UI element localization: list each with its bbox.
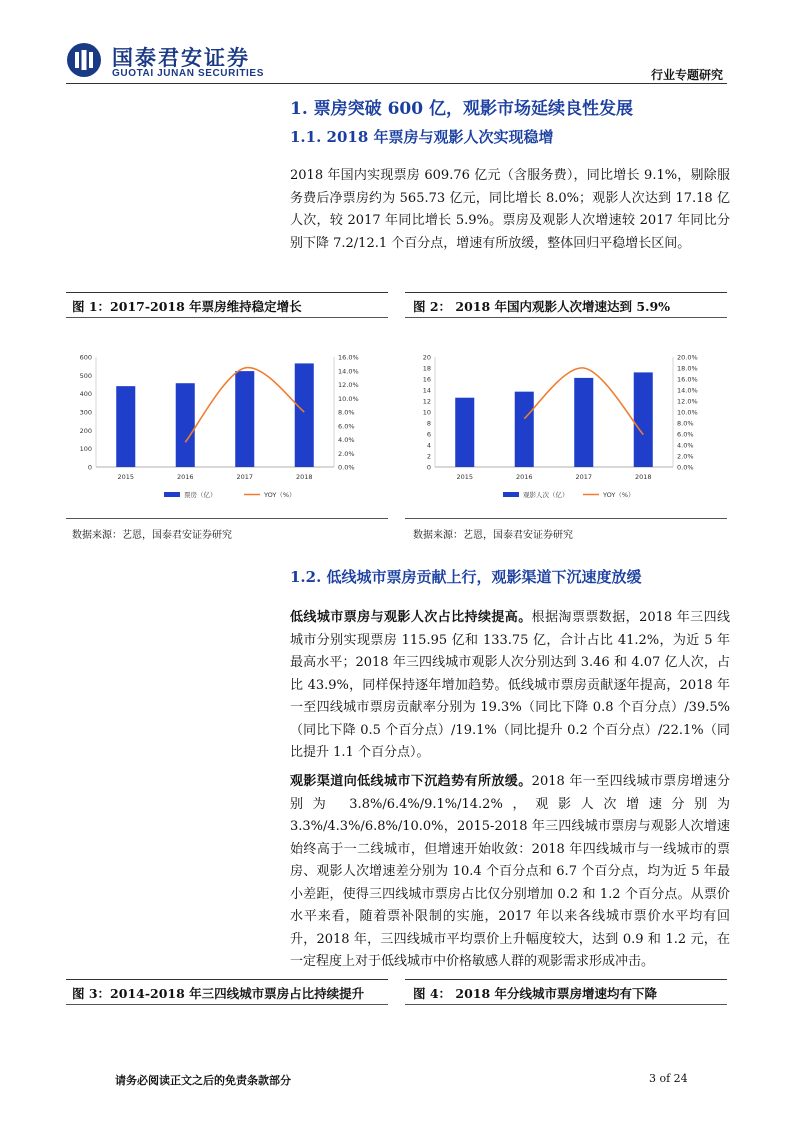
figure-rule (66, 317, 388, 318)
x-tick-label: 2016 (176, 473, 194, 481)
y-left-tick-label: 6 (426, 430, 431, 439)
figure-1-source: 数据来源：艺恩，国泰君安证券研究 (72, 530, 232, 541)
paragraph (290, 607, 730, 765)
paragraph-body: 根据淘票票数据，2018 年三四线城市分别实现票房 115.95 亿和 133.75 亿，合计占比 41.2%，为近 5 年最高水平；2018 年三四线城市观影人次分别达到 3.46 和 4.07 亿人次，占比 43.9%，同样保持逐年增加趋势。低线城市票房贡献逐年提高，2018 年一至四线城市票房贡献率分别为 19.3%（同比下降 0.8 个百分点）/39.5%（同比下降 0.5 个百分点）/19.1%（同比提升 0.2 个百分点）/22.1%（同比提升 1.1 个百分点）。 (290, 610, 730, 760)
y-left-tick-label: 2 (426, 452, 431, 461)
figure-rule (405, 317, 727, 318)
y-right-tick-label: 8.0% (677, 419, 694, 428)
report-type: 行业专题研究 (650, 68, 723, 82)
paragraph-lead: 观影渠道向低线城市下沉趋势有所放缓。 (290, 774, 532, 789)
subsection-title: 1.2. 低线城市票房贡献上行，观影渠道下沉速度放缓 (290, 568, 642, 586)
bar (455, 398, 474, 467)
logo-text-en: GUOTAI JUNAN SECURITIES (112, 68, 264, 79)
paragraph: 2018 年国内实现票房 609.76 亿元（含服务费），同比增长 9.1%，剔除服务费后净票房约为 565.73 亿元，同比增长 8.0%；观影人次达到 17.18 亿人次，较 2017 年同比增长 5.9%。票房及观影人次增速较 2017 年同比分别下降 7.2/12.1 个百分点，增速有所放缓，整体回归平稳增长区间。 (290, 168, 730, 251)
figure-2-title: 图 2： 2018 年国内观影人次增速达到 5.9% (413, 299, 671, 314)
y-right-tick-label: 12.0% (338, 381, 359, 389)
y-left-tick-label: 16 (422, 375, 431, 384)
figure-rule (66, 518, 388, 519)
y-right-tick-label: 4.0% (338, 436, 355, 444)
paragraph (290, 771, 730, 974)
figure-1-title: 图 1：2017-2018 年票房维持稳定增长 (72, 299, 302, 314)
figure-rule (66, 1004, 388, 1005)
y-left-tick-label: 200 (79, 426, 92, 435)
y-left-tick-label: 18 (422, 364, 431, 373)
chart-box-office (66, 345, 388, 510)
y-left-tick-label: 400 (79, 390, 92, 399)
figure-3-title: 图 3：2014-2018 年三四线城市票房占比持续提升 (72, 986, 365, 1001)
legend-label-line: YOY（%） (264, 491, 296, 499)
y-left-tick-label: 300 (79, 408, 92, 417)
y-left-tick-label: 10 (422, 408, 431, 417)
y-left-tick-label: 0 (426, 463, 431, 472)
bar (176, 383, 195, 467)
x-tick-label: 2017 (236, 473, 254, 481)
y-right-tick-label: 18.0% (677, 364, 698, 373)
y-right-tick-label: 20.0% (677, 353, 698, 362)
y-right-tick-label: 8.0% (338, 408, 355, 417)
y-right-tick-label: 0.0% (677, 463, 694, 472)
figure-rule (405, 1004, 727, 1005)
legend-label-bar: 观影人次（亿） (523, 491, 569, 499)
bar (116, 386, 135, 467)
y-right-tick-label: 14.0% (338, 367, 359, 376)
y-left-tick-label: 600 (79, 353, 92, 362)
y-right-tick-label: 10.0% (677, 408, 698, 417)
x-tick-label: 2015 (117, 473, 135, 481)
paragraph-body: 2018 年一至四线城市票房增速分别为 3.8%/6.4%/9.1%/14.2%，观影人次增速分别为 3.3%/4.3%/6.8%/10.0%，2015-2018 年三四线城市票房与观影人次增速始终高于一二线城市，但增速开始收敛：2018 年四线城市与一线城市的票房、观影人次增速差分别为 10.4 个百分点和 6.7 个百分点，均为近 5 年最小差距，使得三四线城市票房占比仅分别增加 0.2 和 1.2 个百分点。从票价水平来看，随着票补限制的实施，2017 年以来各线城市票价水平均有回升，2018 年，三四线城市平均票价上升幅度较大，达到 0.9 和 1.2 元，在一定程度上对于低线城市中价格敏感人群的观影需求形成冲击。 (290, 774, 730, 969)
y-right-tick-label: 4.0% (677, 441, 694, 450)
x-tick-label: 2017 (575, 473, 593, 481)
page-number: 3 of 24 (649, 1072, 688, 1085)
y-left-tick-label: 500 (79, 371, 92, 380)
subsection-title: 1.1. 2018 年票房与观影人次实现稳增 (290, 128, 554, 146)
y-right-tick-label: 10.0% (338, 394, 359, 403)
logo-text-cn: 国泰君安证券 (112, 46, 250, 70)
x-tick-label: 2016 (515, 473, 533, 481)
figure-rule (405, 979, 727, 980)
bar (515, 392, 534, 467)
bar (574, 378, 593, 467)
bar (295, 363, 314, 467)
y-left-tick-label: 12 (422, 397, 431, 406)
y-right-tick-label: 2.0% (338, 449, 355, 458)
legend-swatch-bar (164, 492, 180, 497)
y-right-tick-label: 2.0% (677, 452, 694, 461)
figure-rule (405, 518, 727, 519)
y-right-tick-label: 16.0% (338, 353, 359, 362)
logo-icon (66, 42, 102, 78)
legend-label-line: YOY（%） (603, 491, 635, 499)
figure-rule (66, 292, 388, 293)
y-left-tick-label: 14 (422, 386, 431, 395)
y-left-tick-label: 0 (87, 463, 92, 472)
y-right-tick-label: 14.0% (677, 386, 698, 395)
bar (634, 372, 653, 467)
y-right-tick-label: 12.0% (677, 397, 698, 406)
section-title: 1. 票房突破 600 亿，观影市场延续良性发展 (290, 99, 633, 119)
x-tick-label: 2015 (456, 473, 474, 481)
legend-label-bar: 票房（亿） (184, 491, 217, 499)
x-tick-label: 2018 (295, 473, 313, 481)
bar (235, 371, 254, 467)
figure-2-source: 数据来源：艺恩，国泰君安证券研究 (413, 530, 573, 541)
paragraph-lead: 低线城市票房与观影人次占比持续提高。 (290, 610, 532, 625)
figure-4-title: 图 4： 2018 年分线城市票房增速均有下降 (413, 986, 658, 1001)
y-right-tick-label: 6.0% (338, 422, 355, 431)
figure-rule (66, 979, 388, 980)
x-tick-label: 2018 (634, 473, 652, 481)
y-left-tick-label: 8 (426, 419, 431, 428)
y-right-tick-label: 6.0% (677, 430, 694, 439)
legend-swatch-bar (503, 492, 519, 497)
y-right-tick-label: 0.0% (338, 463, 355, 472)
header-divider (66, 83, 727, 84)
y-left-tick-label: 4 (426, 441, 431, 450)
chart-admissions (405, 345, 727, 510)
y-right-tick-label: 16.0% (677, 375, 698, 384)
figure-rule (405, 292, 727, 293)
y-left-tick-label: 20 (422, 353, 431, 362)
footer-disclaimer: 请务必阅读正文之后的免责条款部分 (115, 1074, 291, 1087)
y-left-tick-label: 100 (79, 445, 92, 454)
